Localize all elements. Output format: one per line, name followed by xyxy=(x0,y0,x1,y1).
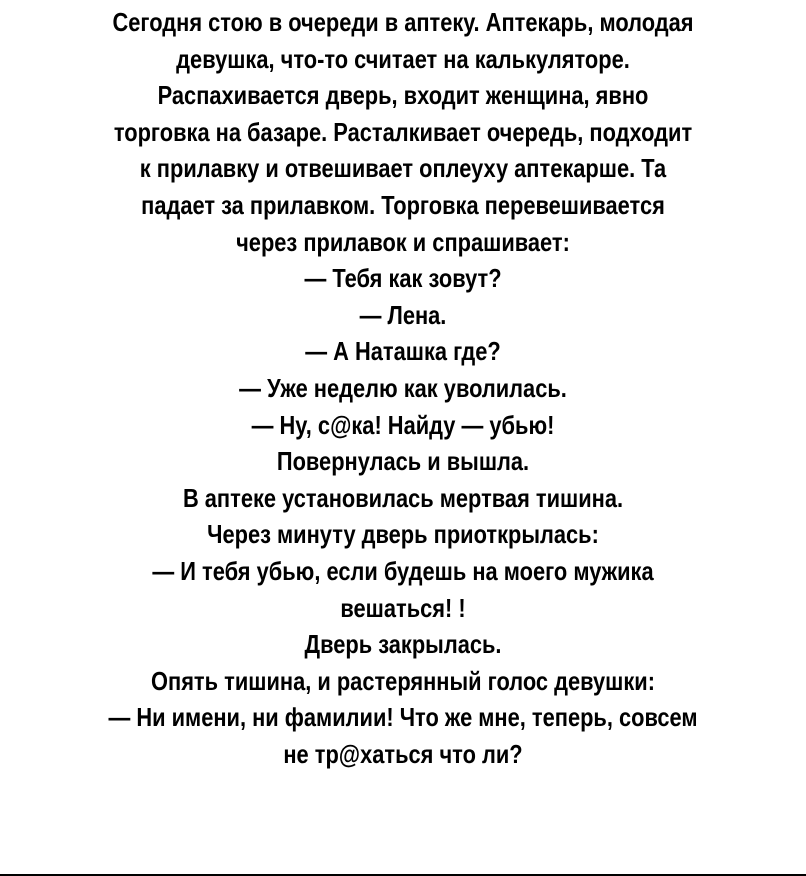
story-line: Повернулась и вышла. xyxy=(276,446,530,477)
dialogue-line: вешаться! ! xyxy=(340,592,466,623)
story-line: к прилавку и отвешивает оплеуху аптекарше. Та xyxy=(139,153,667,184)
story-text xyxy=(64,4,741,772)
dialogue-line: — И тебя убью, если будешь на моего мужика xyxy=(152,555,654,586)
story-line: Дверь закрылась. xyxy=(304,629,502,660)
dialogue-line: — Уже неделю как уволилась. xyxy=(239,372,567,403)
story-line: Распахивается дверь, входит женщина, явно xyxy=(157,80,649,111)
dialogue-line: — Ни имени, ни фамилии! Что же мне, теперь, совсем xyxy=(108,702,698,733)
story-line: падает за прилавком. Торговка перевешивается xyxy=(141,189,665,220)
dialogue-line: — Тебя как зовут? xyxy=(304,263,502,294)
story-line: В аптеке установилась мертвая тишина. xyxy=(182,482,624,513)
dialogue-line: не тр@хаться что ли? xyxy=(283,738,523,769)
story-line: Сегодня стою в очереди в аптеку. Аптекарь, молодая xyxy=(112,7,694,37)
dialogue-line: — Ну, с@ка! Найду — убью! xyxy=(251,409,555,440)
dialogue-line: — Лена. xyxy=(359,299,447,330)
story-line: Опять тишина, и растерянный голос девушки: xyxy=(151,665,655,696)
story-line: девушка, что-то считает на калькуляторе. xyxy=(176,43,630,74)
dialogue-line: — А Наташка где? xyxy=(305,336,501,367)
story-line: Через минуту дверь приоткрылась: xyxy=(207,519,599,550)
story-line: через прилавок и спрашивает: xyxy=(236,226,570,257)
story-line: торговка на базаре. Расталкивает очередь, подходит xyxy=(113,116,693,147)
